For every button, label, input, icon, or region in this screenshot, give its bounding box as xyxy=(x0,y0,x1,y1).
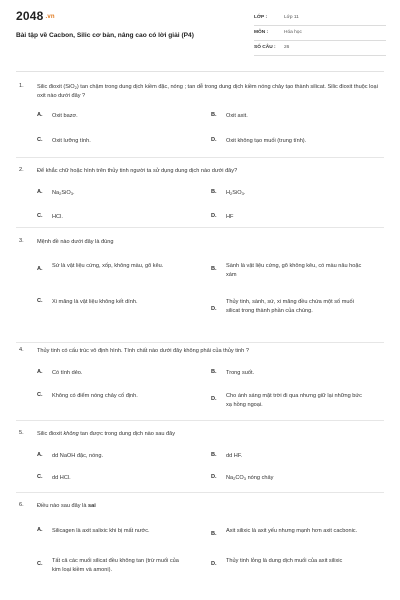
answer-letter: C. xyxy=(37,137,43,143)
question-text: Điều nào sau đây là sai xyxy=(37,503,96,509)
meta-label: MÔN : xyxy=(254,30,269,35)
question-text: Để khắc chữ hoặc hình trên thủy tinh người ta sử dụng dung dịch nào dưới đây? xyxy=(37,168,238,174)
meta-label: LỚP : xyxy=(254,15,268,20)
answer-text: Xi măng là vật liệu không kết dính. xyxy=(52,299,138,305)
document-header xyxy=(0,0,400,58)
answer-text: Cho ánh sáng mặt trời đi qua nhưng giữ lại những bức xạ hồng ngoại. xyxy=(226,393,362,408)
meta-value: 26 xyxy=(284,45,290,50)
answer-letter: B. xyxy=(211,531,217,537)
answer-letter: A. xyxy=(37,527,43,533)
question-number: 5. xyxy=(19,430,24,436)
answer-text: Có tính dẻo. xyxy=(52,370,83,376)
answer-letter: A. xyxy=(37,112,43,118)
answer-text: Thủy tinh lỏng là dung dịch muối của axit silixic xyxy=(226,558,343,564)
answer-text: $Na_2CO_3$ nóng chảy xyxy=(226,475,274,481)
answer-letter: A. xyxy=(37,452,43,458)
meta-value: Hóa học xyxy=(284,30,302,35)
answer-letter: C. xyxy=(37,474,43,480)
answer-letter: B. xyxy=(211,189,217,195)
header-divider xyxy=(16,71,384,72)
answer-letter: D. xyxy=(211,561,217,567)
question-text: Mệnh đề nào dưới đây là đúng xyxy=(37,239,114,245)
answer-text: Thủy tinh, sành, sứ, xi măng đều chứa một số muối silicat trong thành phần của chúng. xyxy=(226,299,354,314)
answer-text: HCl. xyxy=(52,214,63,220)
document-title: Bài tập về Cacbon, Silic cơ bản, nâng cao có lời giải (P4) xyxy=(16,32,194,39)
answer-text: HF xyxy=(226,214,234,220)
answer-letter: C. xyxy=(37,561,43,567)
question-number: 4. xyxy=(19,347,24,353)
logo-suffix: .vn xyxy=(45,13,55,20)
meta-label: SỐ CÂU : xyxy=(254,45,276,50)
answer-letter: B. xyxy=(211,452,217,458)
answer-text: $Na_2SiO_3$. xyxy=(52,190,75,196)
logo-text: 2048 xyxy=(16,9,44,23)
answer-text: Sứ là vật liệu cứng, xốp, không màu, gõ kêu. xyxy=(52,263,164,269)
answer-letter: D. xyxy=(211,213,217,219)
question-separator xyxy=(16,420,384,421)
site-logo[interactable] xyxy=(16,9,55,23)
meta-row-question-count xyxy=(254,41,386,56)
answer-letter: A. xyxy=(37,369,43,375)
question-separator xyxy=(16,492,384,493)
meta-row-class xyxy=(254,11,386,26)
answer-letter: D. xyxy=(211,396,217,402)
question-number: 2. xyxy=(19,167,24,173)
answer-letter: C. xyxy=(37,298,43,304)
answer-letter: B. xyxy=(211,369,217,375)
answer-letter: C. xyxy=(37,213,43,219)
answer-text: Oxit axit. xyxy=(226,113,248,119)
answer-letter: A. xyxy=(37,266,43,272)
question-separator xyxy=(16,227,384,228)
answer-text: dd HF. xyxy=(226,453,243,459)
question-text: Silic đioxit (SiO$_2$) tan chậm trong dung dịch kiềm đặc, nóng ; tan dễ trong dung dịch kiềm nóng chảy tạo thành silicat. Silic đioxit thuộc loại oxit nào dưới đây ? xyxy=(37,84,378,99)
answer-text: dd HCl. xyxy=(52,475,71,481)
meta-value: Lớp 11 xyxy=(284,15,299,20)
answer-text: Tất cả các muối silicat đều không tan (trừ muối của kim loại kiềm và amoni). xyxy=(52,558,179,573)
answer-text: Sành là vật liệu cứng, gõ không kêu, có màu nâu hoặc xám xyxy=(226,263,362,278)
question-number: 6. xyxy=(19,502,24,508)
answer-text: Oxit không tạo muối (trung tính). xyxy=(226,138,307,144)
question-text: Silic đioxit không tan được trong dung dịch nào sau đây xyxy=(37,431,176,437)
answer-letter: C. xyxy=(37,392,43,398)
question-number: 1. xyxy=(19,83,24,89)
answer-letter: D. xyxy=(211,306,217,312)
answer-text: Trong suốt. xyxy=(226,370,255,376)
answer-text: Axit silixic là axit yếu nhưng mạnh hơn axit cacbonic. xyxy=(226,528,358,534)
question-separator xyxy=(16,342,384,343)
question-text: Thủy tinh có cấu trúc vô định hình. Tính chất nào dưới đây không phải của thủy tinh ? xyxy=(37,348,249,354)
question-separator xyxy=(16,157,384,158)
question-number: 3. xyxy=(19,238,24,244)
answer-text: dd NaOH đặc, nóng. xyxy=(52,453,103,459)
answer-letter: A. xyxy=(37,189,43,195)
answer-letter: B. xyxy=(211,112,217,118)
answer-text: Oxit lưỡng tính. xyxy=(52,138,91,144)
meta-row-subject xyxy=(254,26,386,41)
answer-text: $H_2SiO_3$. xyxy=(226,190,246,196)
answer-letter: B. xyxy=(211,266,217,272)
document-meta xyxy=(254,11,386,56)
answer-text: Không có điểm nóng chảy cố định. xyxy=(52,393,138,399)
answer-letter: D. xyxy=(211,137,217,143)
answer-text: Silicagen là axit salixic khi bị mất nước. xyxy=(52,528,150,534)
answer-text: Oxit bazơ. xyxy=(52,113,78,119)
answer-letter: D. xyxy=(211,474,217,480)
